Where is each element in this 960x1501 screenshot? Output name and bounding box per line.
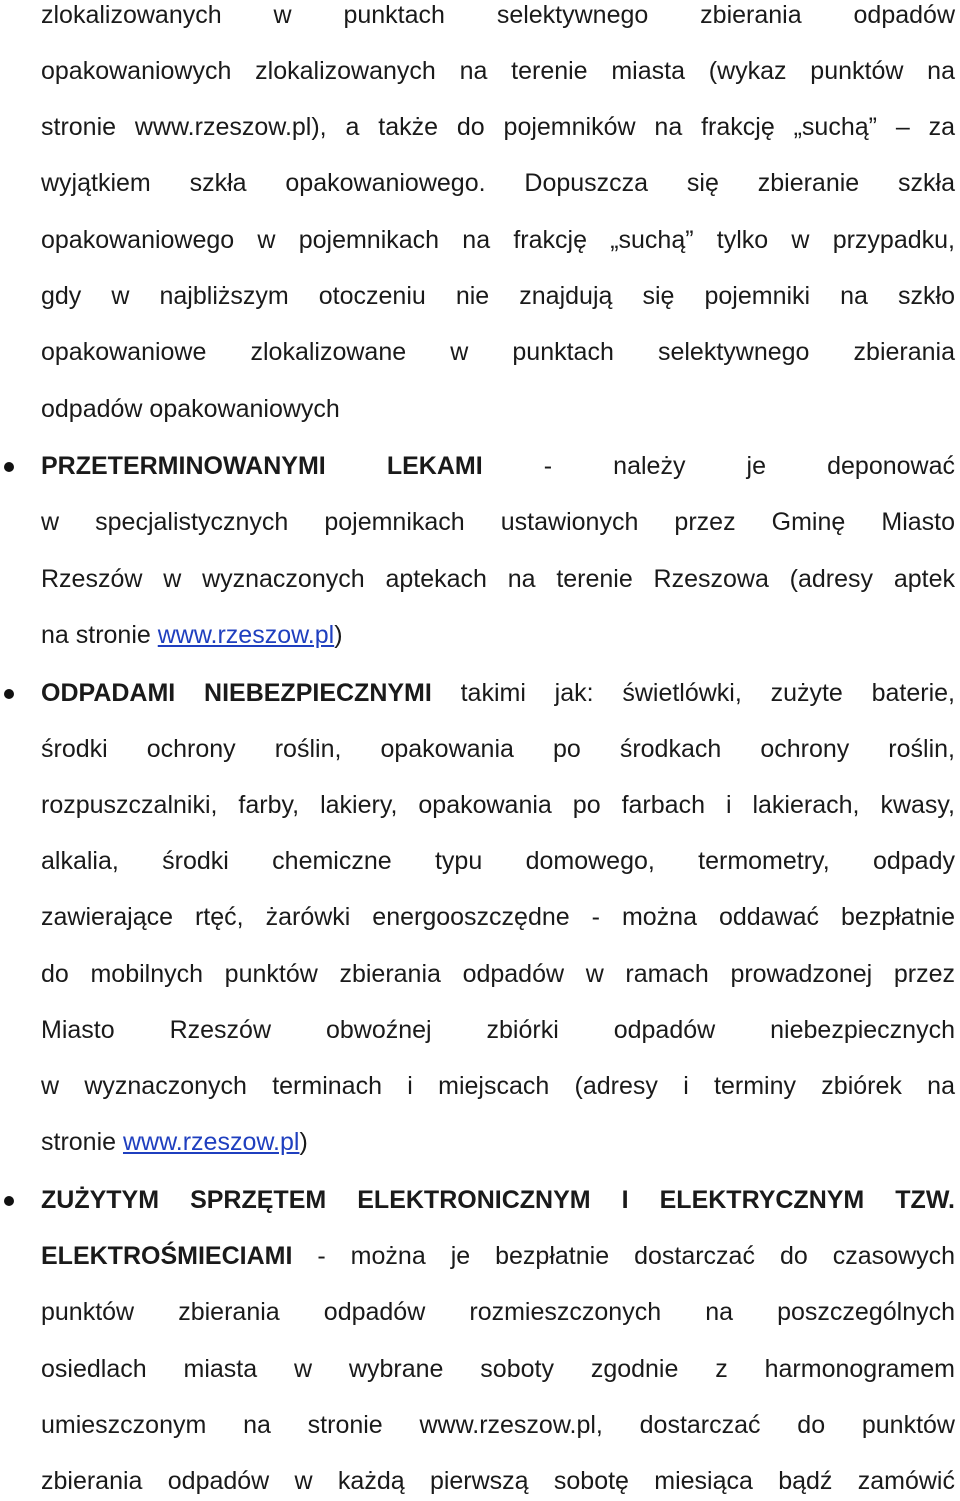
item-3-line-2 xyxy=(41,1236,955,1276)
item-2-line-9 xyxy=(41,1122,955,1162)
item-1-line-4-end: ) xyxy=(334,621,343,649)
item-3-line-3: punktów zbierania odpadów rozmieszczonych na poszczególnych xyxy=(41,1298,955,1326)
intro-line-7: opakowaniowe zlokalizowane w punktach selektywnego zbierania xyxy=(41,338,955,366)
item-2-line-5: zawierające rtęć, żarówki energooszczędne - można oddawać bezpłatnie xyxy=(41,903,955,931)
item-3-line-5: umieszczonym na stronie www.rzeszow.pl, dostarczać do punktów xyxy=(41,1411,955,1439)
item-3-heading-line-1: ZUŻYTYM SPRZĘTEM ELEKTRONICZNYM I ELEKTRYCZNYM TZW. xyxy=(41,1186,955,1214)
item-2-line-3: rozpuszczalniki, farby, lakiery, opakowania po farbach i lakierach, kwasy, xyxy=(41,791,955,819)
item-3-heading-line-2: ELEKTROŚMIECIAMI xyxy=(41,1242,293,1270)
item-2-line-9-end: ) xyxy=(299,1128,308,1156)
item-3-line-2-text: - można je bezpłatnie dostarczać do czasowych xyxy=(292,1242,955,1270)
item-1-line-3: Rzeszów w wyznaczonych aptekach na terenie Rzeszowa (adresy aptek xyxy=(41,565,955,593)
bullet-icon xyxy=(4,462,14,472)
intro-line-8: odpadów opakowaniowych xyxy=(41,395,340,423)
item-3-line-4: osiedlach miasta w wybrane soboty zgodnie z harmonogramem xyxy=(41,1355,955,1383)
item-1-heading: PRZETERMINOWANYMI LEKAMI xyxy=(41,452,483,480)
intro-line-1: zlokalizowanych w punktach selektywnego zbierania odpadów xyxy=(41,1,955,29)
rzeszow-link[interactable]: www.rzeszow.pl xyxy=(157,621,335,649)
item-1-line-1-text: - należy je deponować xyxy=(482,452,955,480)
rzeszow-link[interactable]: www.rzeszow.pl xyxy=(122,1128,300,1156)
item-3-line-6: zbierania odpadów w każdą pierwszą sobotę miesiąca bądź zamówić xyxy=(41,1467,955,1495)
item-2-heading: ODPADAMI NIEBEZPIECZNYMI xyxy=(41,679,432,707)
item-2-line-1-text: takimi jak: świetlówki, zużyte baterie, xyxy=(431,679,955,707)
intro-line-3: stronie www.rzeszow.pl), a także do pojemników na frakcję „suchą” – za xyxy=(41,113,955,141)
intro-line-5: opakowaniowego w pojemnikach na frakcję „suchą” tylko w przypadku, xyxy=(41,226,955,254)
item-2-line-1 xyxy=(41,673,955,713)
intro-line-4: wyjątkiem szkła opakowaniowego. Dopuszcza się zbieranie szkła xyxy=(41,169,955,197)
item-2-line-8: w wyznaczonych terminach i miejscach (adresy i terminy zbiórek na xyxy=(41,1072,955,1100)
item-1-line-1 xyxy=(41,446,955,486)
item-1-line-4 xyxy=(41,615,955,655)
item-2-line-9-text: stronie xyxy=(41,1128,123,1156)
item-2-line-2: środki ochrony roślin, opakowania po środkach ochrony roślin, xyxy=(41,735,955,763)
intro-line-6: gdy w najbliższym otoczeniu nie znajdują się pojemniki na szkło xyxy=(41,282,955,310)
bullet-icon xyxy=(4,1196,14,1206)
item-2-line-7: Miasto Rzeszów obwoźnej zbiórki odpadów niebezpiecznych xyxy=(41,1016,955,1044)
bullet-icon xyxy=(4,689,14,699)
item-2-line-6: do mobilnych punktów zbierania odpadów w ramach prowadzonej przez xyxy=(41,960,955,988)
item-1-line-4-text: na stronie xyxy=(41,621,158,649)
intro-line-2: opakowaniowych zlokalizowanych na terenie miasta (wykaz punktów na xyxy=(41,57,955,85)
item-1-line-2: w specjalistycznych pojemnikach ustawionych przez Gminę Miasto xyxy=(41,508,955,536)
item-2-line-4: alkalia, środki chemiczne typu domowego, termometry, odpady xyxy=(41,847,955,875)
